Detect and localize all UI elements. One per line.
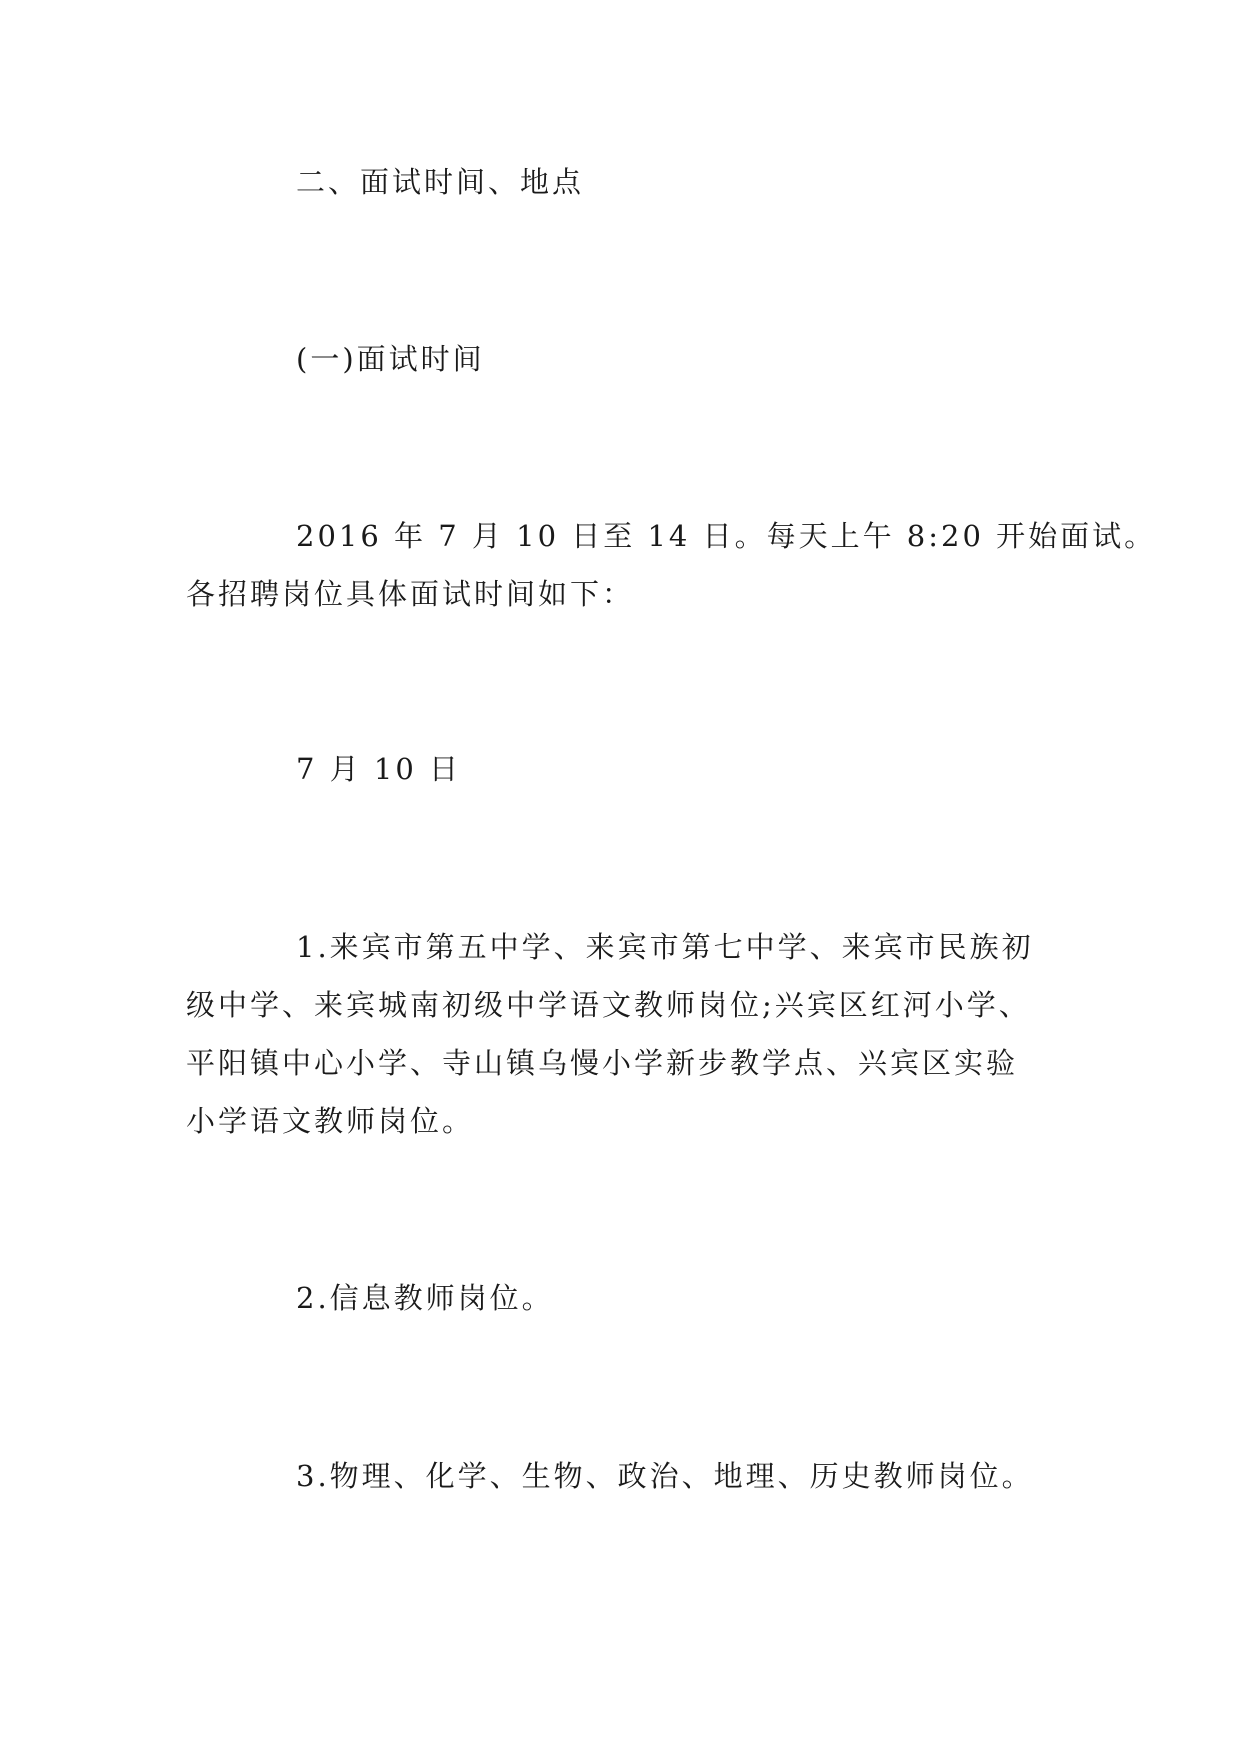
subsection-heading: (一)面试时间 (296, 342, 485, 376)
item-1-line-4: 小学语文教师岗位。 (186, 1104, 475, 1138)
section-heading: 二、面试时间、地点 (296, 165, 585, 199)
item-1-line-2: 级中学、来宾城南初级中学语文教师岗位;兴宾区红河小学、 (186, 988, 1031, 1022)
intro-line-2: 各招聘岗位具体面试时间如下： (186, 577, 635, 611)
item-1-line-1: 1.来宾市第五中学、来宾市第七中学、来宾市民族初 (296, 930, 1034, 964)
intro-line-1: 2016 年 7 月 10 日至 14 日。每天上午 8:20 开始面试。 (296, 519, 1157, 553)
item-3: 3.物理、化学、生物、政治、地理、历史教师岗位。 (296, 1459, 1034, 1493)
date-heading: 7 月 10 日 (296, 752, 462, 786)
item-1-line-3: 平阳镇中心小学、寺山镇乌慢小学新步教学点、兴宾区实验 (186, 1046, 1019, 1080)
item-2: 2.信息教师岗位。 (296, 1281, 554, 1315)
